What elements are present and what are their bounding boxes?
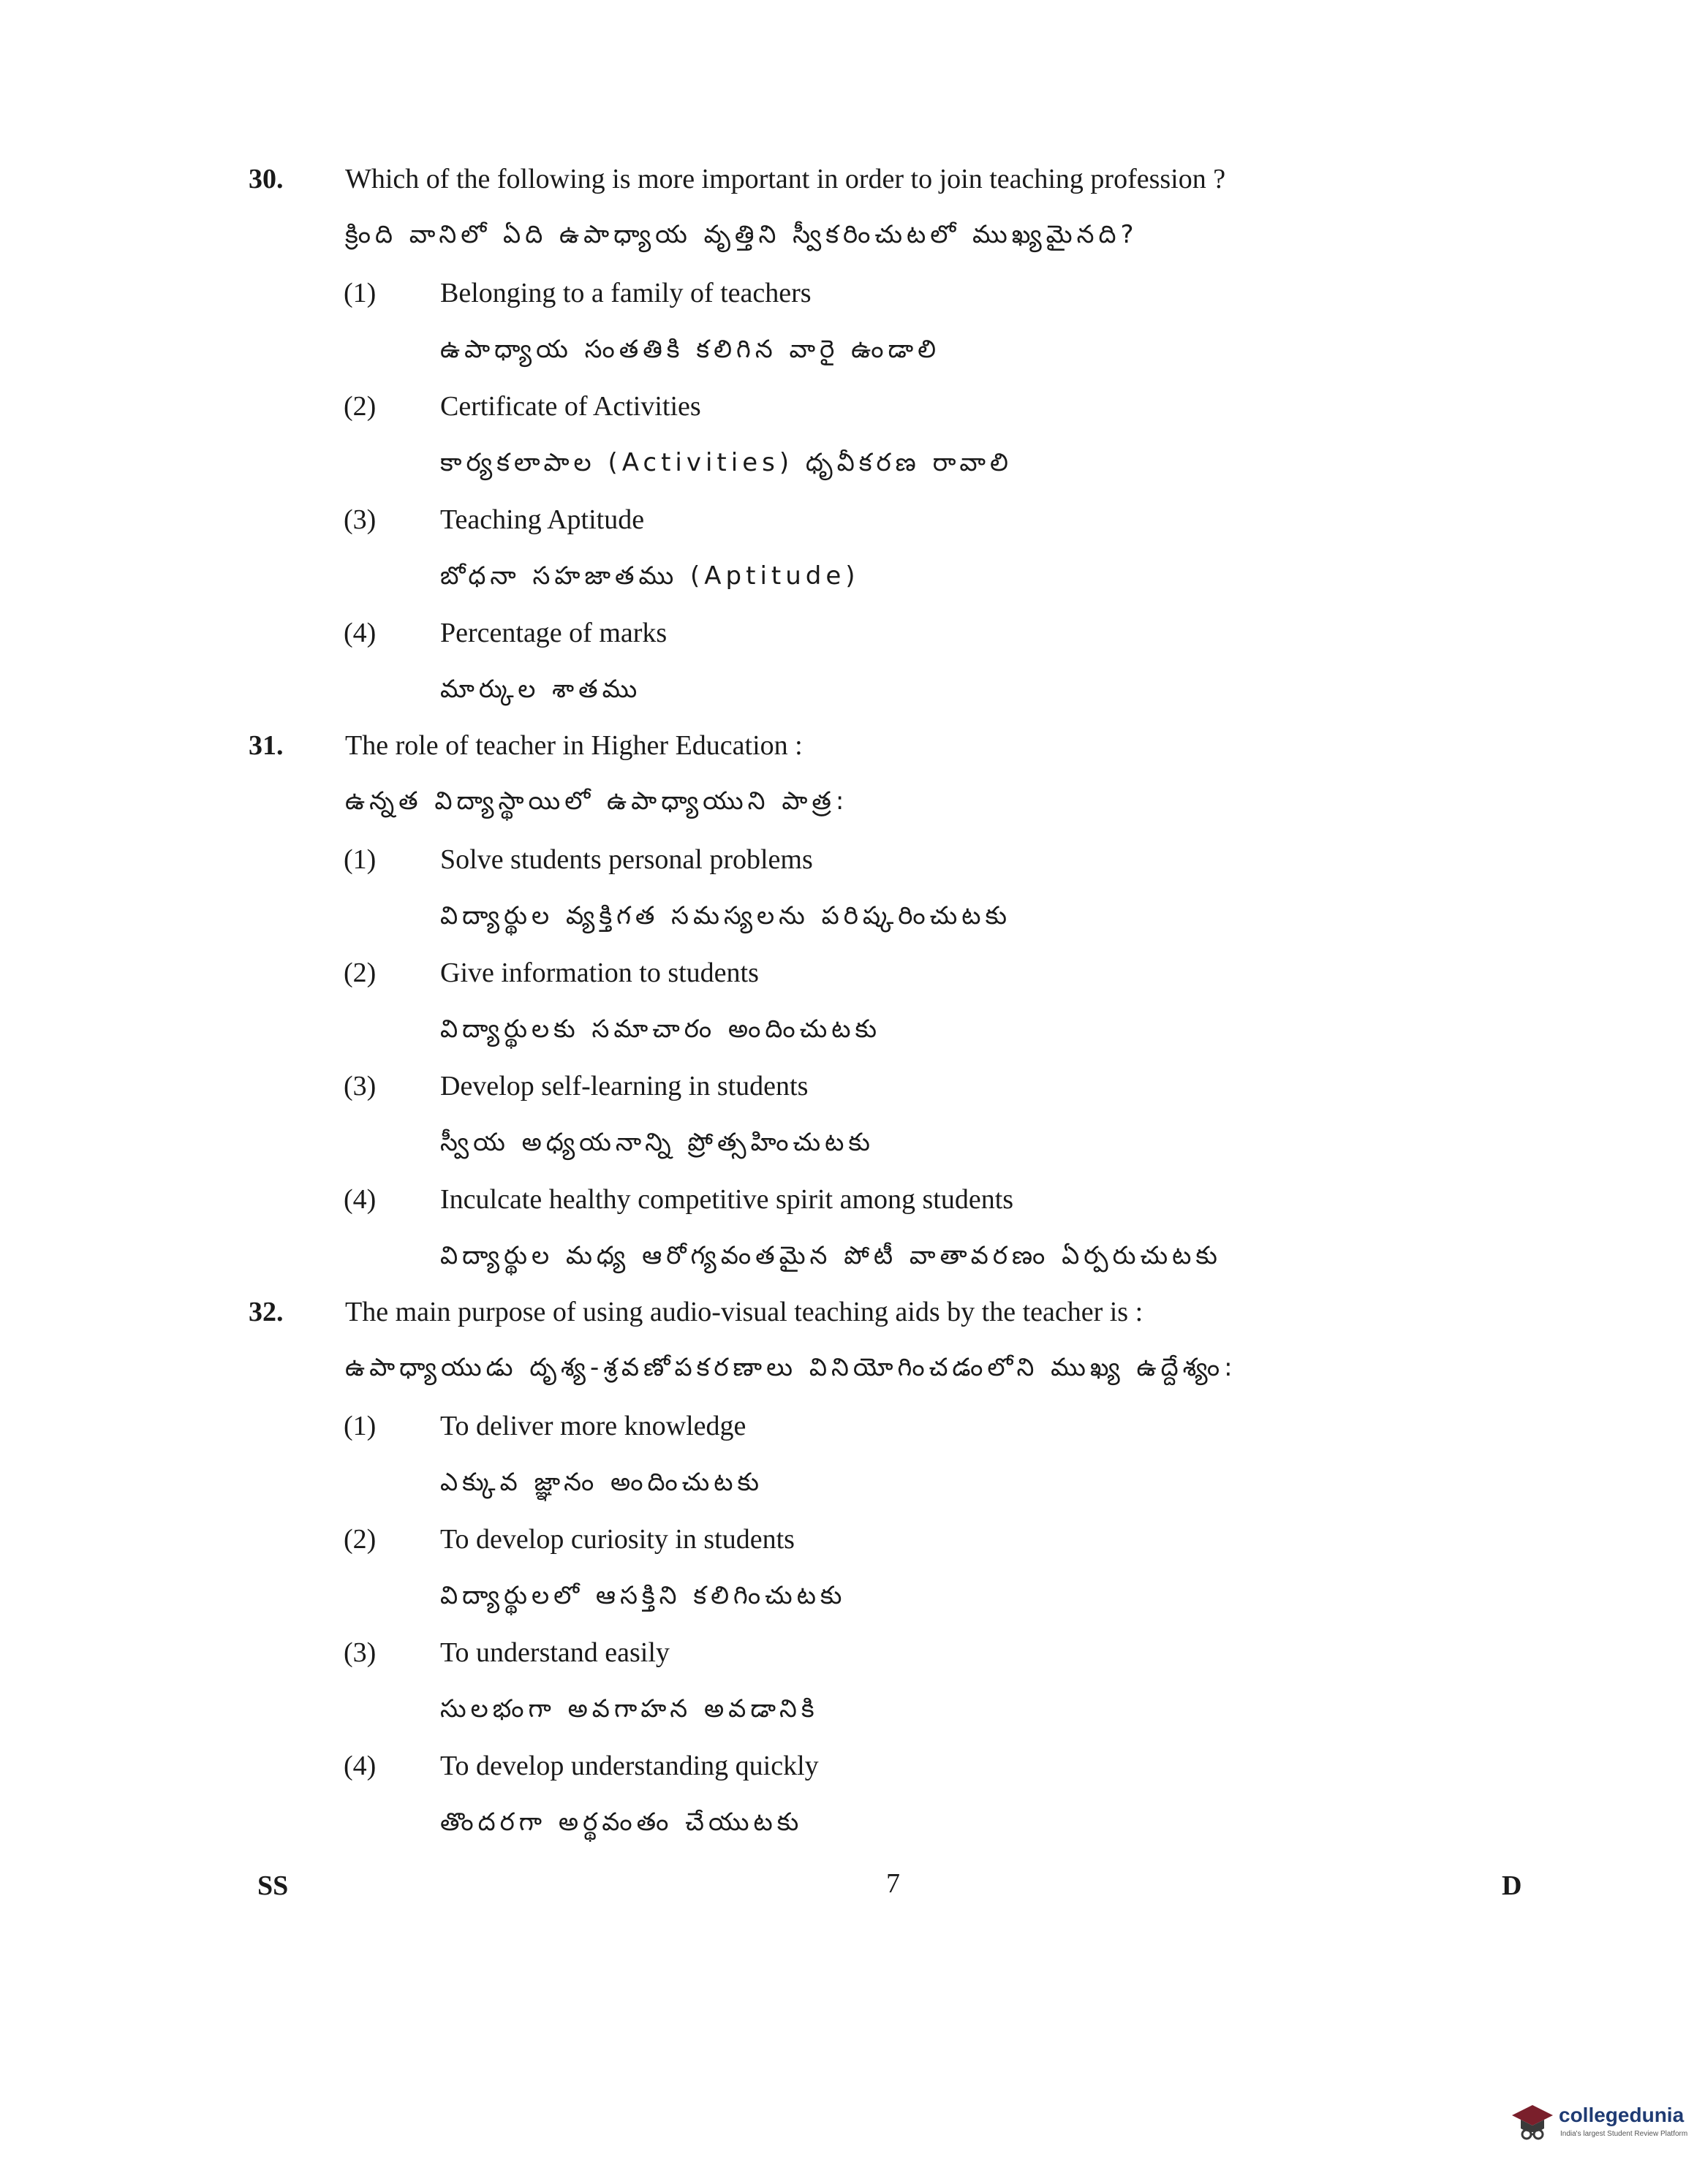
option-30-1 [0,276,1705,386]
option-32-4 [0,1749,1705,1859]
option-30-2 [0,390,1705,499]
option-text-english: Belonging to a family of teachers [440,278,812,308]
question-number: 31. [249,730,284,761]
option-31-1 [0,843,1705,952]
option-32-3 [0,1636,1705,1745]
option-32-2 [0,1523,1705,1632]
option-text-english: Give information to students [440,958,759,988]
option-label: (2) [344,958,377,988]
option-text-telugu: విద్యార్థులకు సమాచారం అందించుటకు [440,1015,881,1044]
option-label: (1) [344,278,377,308]
footer-subject-code: SS [257,1870,289,1901]
question-number: 32. [249,1297,284,1327]
option-text-telugu: తొందరగా అర్థవంతం చేయుటకు [440,1808,804,1837]
option-text-english: Percentage of marks [440,618,668,648]
collegedunia-logo [1511,2096,1701,2155]
option-text-telugu: ఉపాధ్యాయ సంతతికి కలిగిన వారై ఉండాలి [440,335,941,364]
option-30-4 [0,616,1705,726]
question-text-telugu: క్రింది వానిలో ఏది ఉపాధ్యాయ వృత్తిని స్వీకరించుటలో ముఖ్యమైనది? [345,220,1138,249]
option-text-telugu: విద్యార్థుల వ్యక్తిగత సమస్యలను పరిష్కరించుటకు [440,901,1012,930]
option-text-telugu: కార్యకలాపాల (Activities) ధృవీకరణ రావాలి [440,448,1013,477]
question-text-telugu: ఉన్నత విద్యాస్థాయిలో ఉపాధ్యాయుని పాత్ర: [345,786,849,816]
option-31-2 [0,956,1705,1066]
option-text-english: To understand easily [440,1637,670,1668]
question-text-english: The main purpose of using audio-visual teaching aids by the teacher is : [345,1297,1143,1327]
option-text-english: To develop curiosity in students [440,1524,795,1555]
option-label: (1) [344,844,377,875]
option-text-telugu: బోధనా సహజాతము (Aptitude) [440,561,860,591]
option-text-english: Develop self-learning in students [440,1071,809,1102]
option-label: (3) [344,1637,377,1668]
option-label: (3) [344,1071,377,1102]
question-text-english: The role of teacher in Higher Education : [345,730,803,761]
option-32-1 [0,1409,1705,1519]
option-30-3 [0,503,1705,613]
option-text-english: Inculcate healthy competitive spirit among students [440,1184,1014,1215]
option-label: (4) [344,1184,377,1215]
option-text-english: Solve students personal problems [440,844,813,875]
option-label: (2) [344,1524,377,1555]
option-text-telugu: సులభంగా అవగాహన అవడానికి [440,1694,819,1724]
option-text-telugu: మార్కుల శాతము [440,675,642,704]
option-label: (4) [344,618,377,648]
option-label: (1) [344,1411,377,1441]
option-label: (4) [344,1751,377,1781]
question-text-telugu: ఉపాధ్యాయుడు దృశ్య-శ్రవణోపకరణాలు వినియోగించడంలోని ముఖ్య ఉద్దేశ్యం: [345,1353,1237,1382]
option-text-telugu: ఎక్కువ జ్ఞానం అందించుటకు [440,1468,764,1497]
page-number: 7 [886,1868,900,1899]
graduation-cap-icon [1511,2102,1554,2143]
option-label: (3) [344,504,377,535]
footer-booklet-series: D [1502,1870,1522,1901]
question-text-english: Which of the following is more important in order to join teaching profession ? [345,164,1226,194]
option-31-4 [0,1183,1705,1292]
option-text-english: To deliver more knowledge [440,1411,746,1441]
logo-name: collegedunia [1559,2104,1685,2126]
option-31-3 [0,1069,1705,1179]
option-text-telugu: విద్యార్థుల మధ్య ఆరోగ్యవంతమైన పోటీ వాతావరణం ఏర్పరుచుటకు [440,1241,1222,1270]
question-number: 30. [249,164,284,194]
option-text-telugu: స్వీయ అధ్యయనాన్ని ప్రోత్సహించుటకు [440,1128,874,1157]
option-text-telugu: విద్యార్థులలో ఆసక్తిని కలిగించుటకు [440,1581,847,1610]
option-text-english: Certificate of Activities [440,391,701,422]
option-label: (2) [344,391,377,422]
logo-tagline: India's largest Student Review Platform [1560,2130,1688,2138]
option-text-english: To develop understanding quickly [440,1751,819,1781]
option-text-english: Teaching Aptitude [440,504,645,535]
